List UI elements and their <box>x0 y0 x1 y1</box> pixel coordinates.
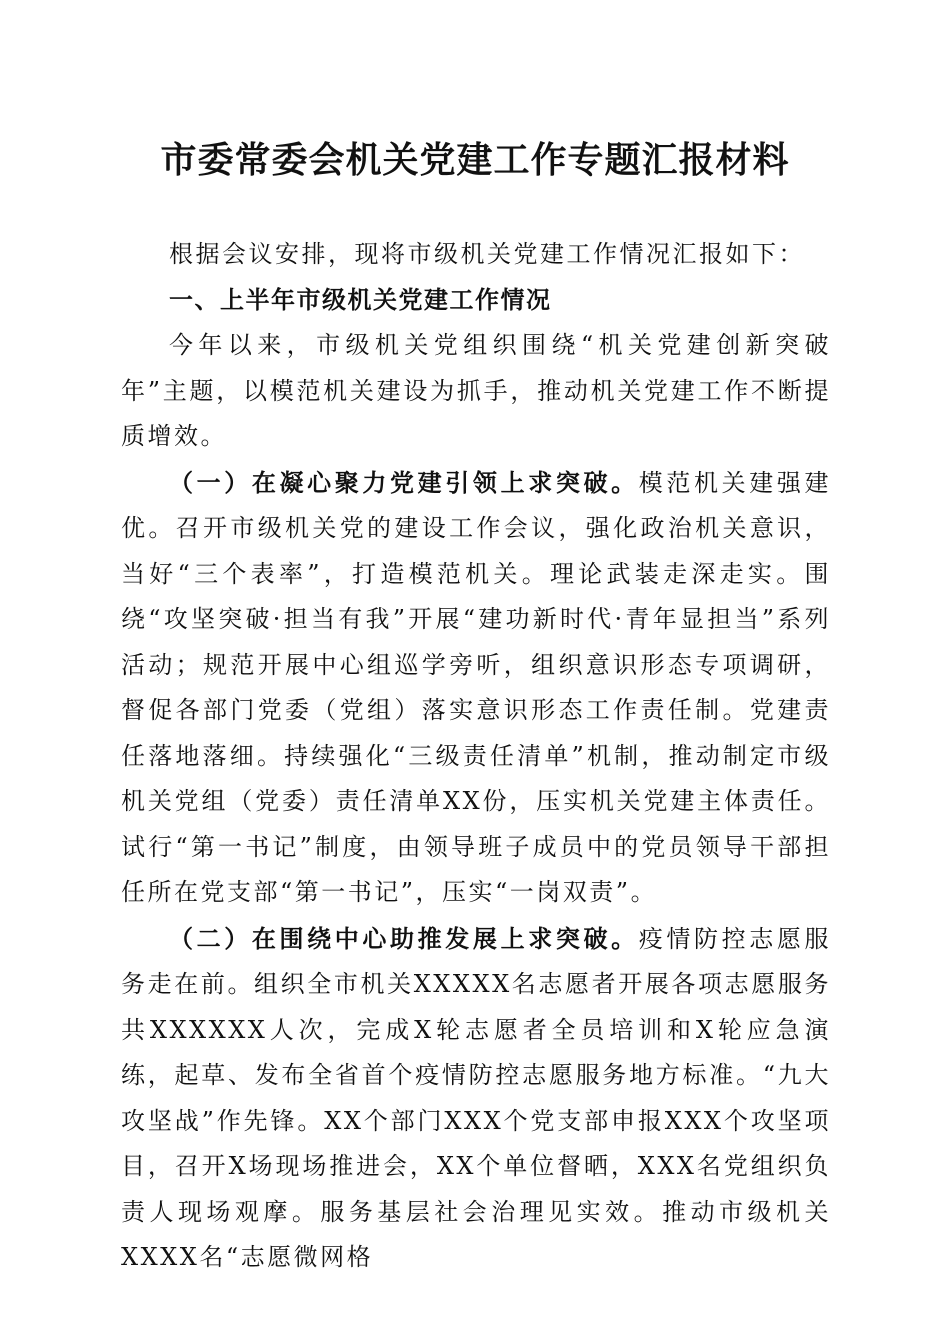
item2-heading: （二）在围绕中心助推发展上求突破。 <box>169 923 639 953</box>
document-body <box>121 232 831 1281</box>
item1-paragraph <box>121 460 831 916</box>
item1-heading: （一）在凝心聚力党建引领上求突破。 <box>169 467 639 497</box>
section-heading: 一、上半年市级机关党建工作情况 <box>169 285 552 314</box>
overview-paragraph: 今年以来，市级机关党组织围绕“机关党建创新突破年”主题，以模范机关建设为抓手，推动机关党建工作不断提质增效。 <box>121 331 831 450</box>
item2-text: 疫情防控志愿服务走在前。组织全市机关XXXXX名志愿者开展各项志愿服务共XXXXXX人次，完成X轮志愿者全员培训和X轮应急演练，起草、发布全省首个疫情防控志愿服务地方标准。“九大攻坚战”作先锋。XX个部门XXX个党支部申报XXX个攻坚项目，召开X场现场推进会，XX个单位督晒，XXX名党组织负责人现场观摩。服务基层社会治理见实效。推动市级机关XXXX名“志愿微网格 <box>121 924 832 1271</box>
item1-text: 模范机关建强建优。召开市级机关党的建设工作会议，强化政治机关意识，当好“三个表率”，打造模范机关。理论武装走深走实。围绕“攻坚突破·担当有我”开展“建功新时代·青年显担当”系列活动；规范开展中心组巡学旁听，组织意识形态专项调研，督促各部门党委（党组）落实意识形态工作责任制。党建责任落地落细。持续强化“三级责任清单”机制，推动制定市级机关党组（党委）责任清单XX份，压实机关党建主体责任。试行“第一书记”制度，由领导班子成员中的党员领导干部担任所在党支部“第一书记”，压实“一岗双责”。 <box>121 468 832 906</box>
intro-paragraph: 根据会议安排，现将市级机关党建工作情况汇报如下： <box>169 240 805 268</box>
document-title: 市委常委会机关党建工作专题汇报材料 <box>160 139 790 181</box>
item2-paragraph <box>121 916 831 1281</box>
